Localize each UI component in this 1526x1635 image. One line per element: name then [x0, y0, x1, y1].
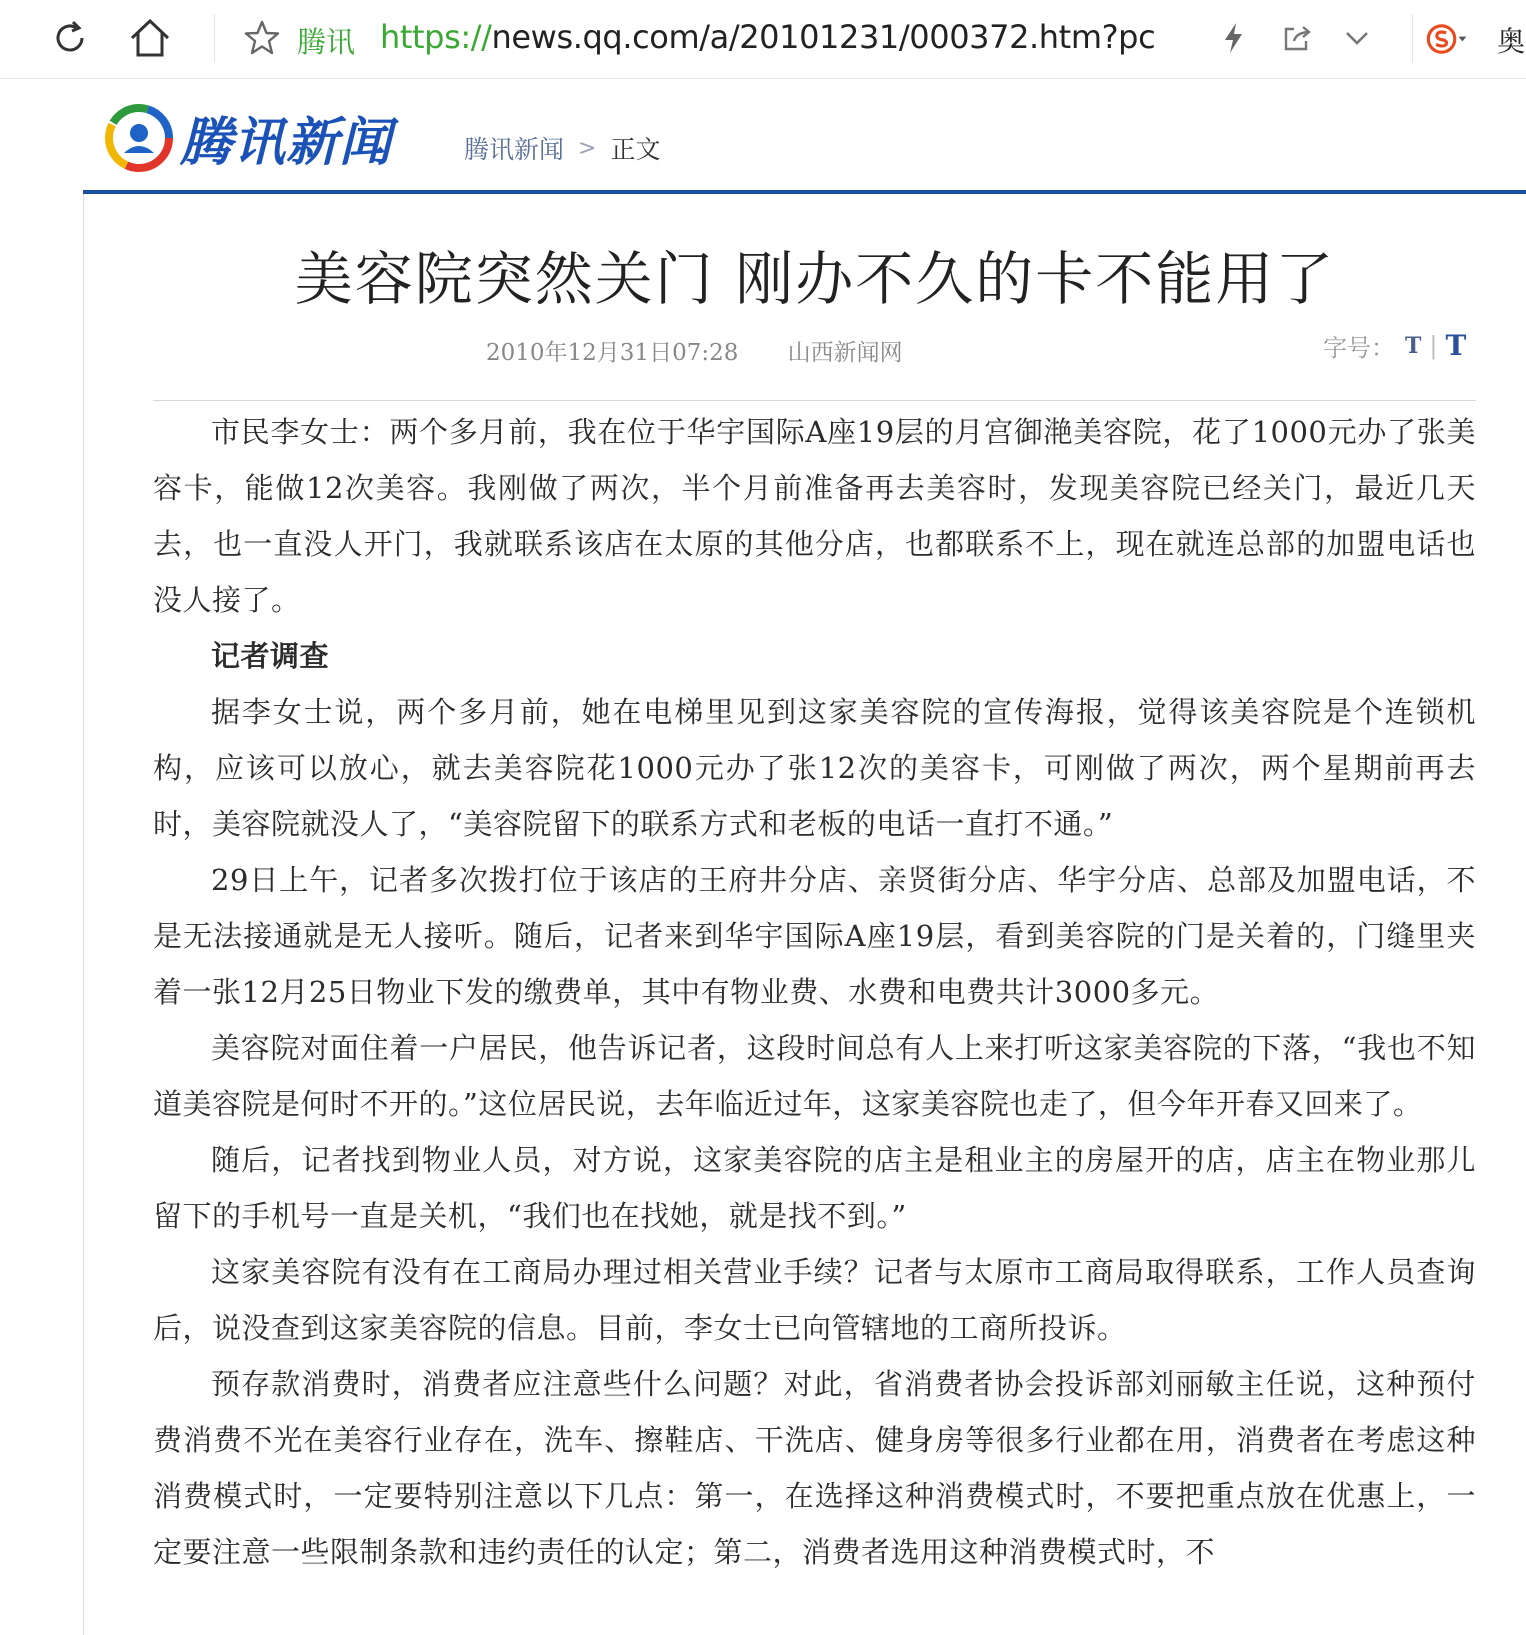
article-meta	[486, 334, 903, 367]
breadcrumb	[464, 130, 660, 166]
article-body	[153, 404, 1476, 1580]
article-paragraph: 据李女士说，两个多月前，她在电梯里见到这家美容院的宣传海报，觉得该美容院是个连锁机构，应该可以放心，就去美容院花1000元办了张12次的美容卡，可刚做了两次，两个星期前再去时，美容院就没人了，“美容院留下的联系方式和老板的电话一直打不通。”	[153, 695, 1476, 841]
reload-icon[interactable]	[44, 12, 96, 64]
breadcrumb-home-link[interactable]: 腾讯新闻	[464, 135, 565, 164]
breadcrumb-current: 正文	[610, 135, 661, 164]
url-scheme: https://	[380, 18, 492, 56]
article-date: 2010年12月31日07:28	[486, 340, 739, 366]
tencent-news-logo[interactable]	[104, 100, 392, 175]
content-divider	[153, 400, 1476, 401]
font-size-separator: |	[1429, 331, 1438, 360]
home-icon[interactable]	[124, 12, 176, 64]
sogou-logo-icon	[1426, 19, 1457, 59]
toolbar-separator	[214, 14, 215, 62]
breadcrumb-separator: >	[578, 135, 597, 161]
article-paragraph: 预存款消费时，消费者应注意些什么问题？对此，省消费者协会投诉部刘丽敏主任说，这种预付费消费不光在美容行业存在，洗车、擦鞋店、干洗店、健身房等很多行业都在用，消费者在考虑这种消费模式时，一定要特别注意以下几点：第一，在选择这种消费模式时，不要把重点放在优惠上，一定要注意一些限制条款和违约责任的认定；第二，消费者选用这种消费模式时，不	[153, 1367, 1476, 1569]
profile-label[interactable]: 奥	[1497, 25, 1526, 58]
article-paragraph: 随后，记者找到物业人员，对方说，这家美容院的店主是租业主的房屋开的店，店主在物业那儿留下的手机号一直是关机，“我们也在找她，就是找不到。”	[153, 1143, 1476, 1233]
caret-down-icon	[1457, 34, 1468, 44]
tencent-news-logo-icon	[104, 103, 174, 173]
url-path: news.qq.com/a/20101231/000372.htm?pc	[491, 18, 1156, 56]
site-header	[0, 78, 1526, 190]
lightning-icon[interactable]	[1208, 12, 1260, 64]
article-paragraph: 这家美容院有没有在工商局办理过相关营业手续？记者与太原市工商局取得联系，工作人员查询后，说没查到这家美容院的信息。目前，李女士已向管辖地的工商所投诉。	[153, 1255, 1476, 1345]
header-divider	[83, 190, 1526, 194]
font-size-label: 字号：	[1323, 334, 1395, 362]
logo-text: 腾讯新闻	[180, 113, 393, 173]
bookmark-star-icon[interactable]	[236, 12, 288, 64]
font-size-small-button[interactable]: T	[1405, 332, 1422, 359]
font-size-control	[1323, 328, 1466, 363]
address-bar[interactable]	[380, 18, 1155, 56]
article-source[interactable]: 山西新闻网	[787, 340, 903, 366]
article-paragraph: 29日上午，记者多次拨打位于该店的王府井分店、亲贤街分店、华宇分店、总部及加盟电话，不是无法接通就是无人接听。随后，记者来到华宇国际A座19层，看到美容院的门是关着的，门缝里夹着一张12月25日物业下发的缴费单，其中有物业费、水费和电费共计3000多元。	[153, 863, 1476, 1009]
sogou-menu-button[interactable]	[1426, 18, 1468, 60]
toolbar-separator	[1412, 14, 1413, 62]
browser-toolbar	[0, 0, 1526, 79]
font-size-large-button[interactable]: T	[1445, 329, 1467, 362]
content-border	[83, 194, 84, 1635]
article-paragraph: 市民李女士：两个多月前，我在位于华宇国际A座19层的月宫御滟美容院，花了1000元办了张美容卡，能做12次美容。我刚做了两次，半个月前准备再去美容时，发现美容院已经关门，最近几天去，也一直没人开门，我就联系该店在太原的其他分店，也都联系不上，现在就连总部的加盟电话也没人接了。	[153, 415, 1476, 617]
chevron-down-icon[interactable]	[1331, 12, 1383, 64]
article-paragraph: 美容院对面住着一户居民，他告诉记者，这段时间总有人上来打听这家美容院的下落，“我也不知道美容院是何时不开的。”这位居民说，去年临近过年，这家美容院也走了，但今年开春又回来了。	[153, 1031, 1476, 1121]
article-title: 美容院突然关门 刚办不久的卡不能用了	[294, 245, 1336, 313]
share-icon[interactable]	[1271, 12, 1323, 64]
article-subheading: 记者调查	[211, 639, 330, 673]
site-identity-label[interactable]: 腾讯	[297, 25, 356, 59]
